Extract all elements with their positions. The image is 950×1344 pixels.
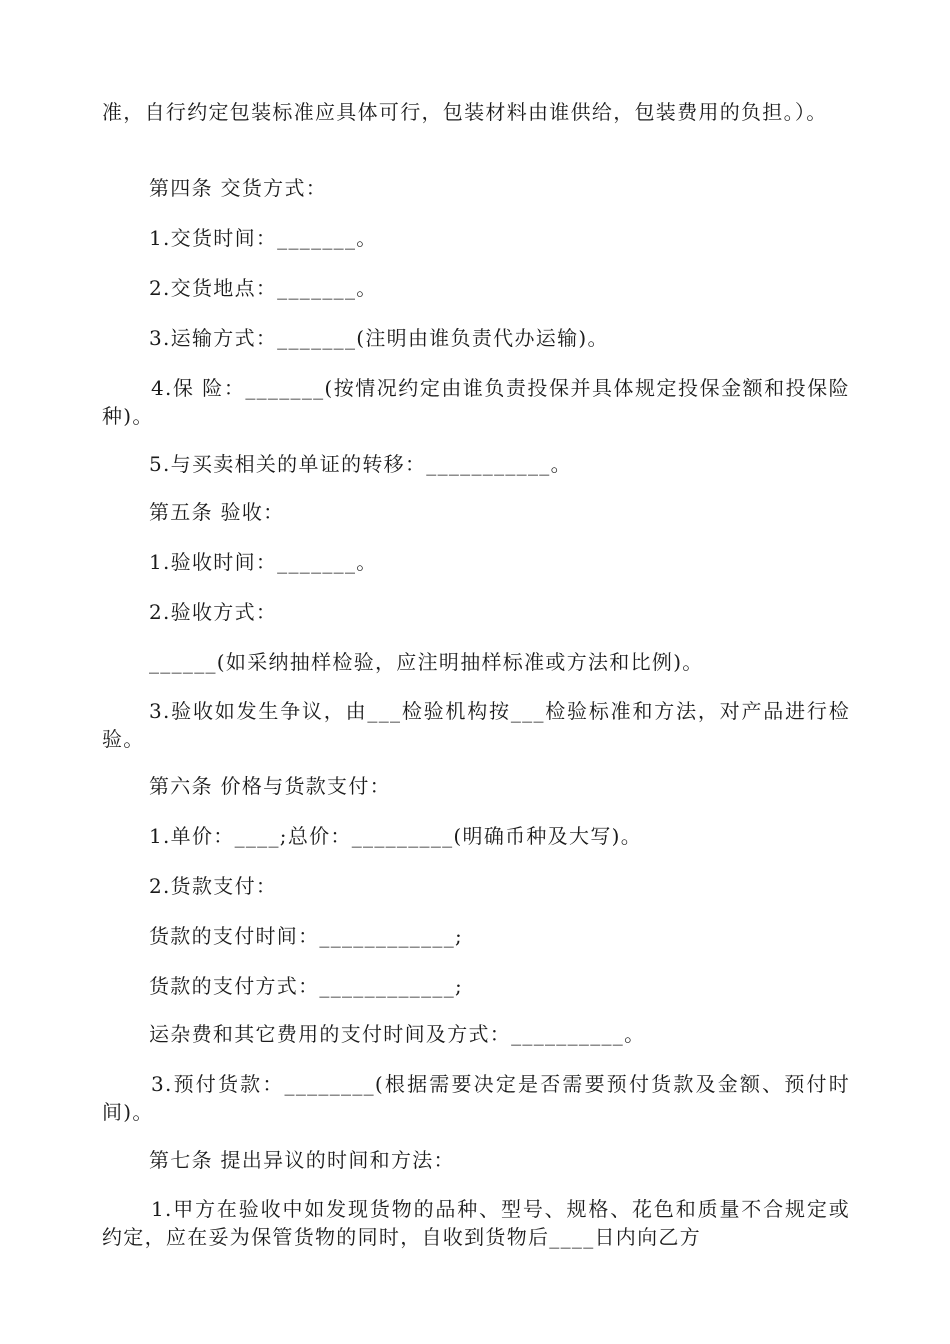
item-inspection-time: 1.验收时间：_______。 xyxy=(149,550,378,574)
paragraph-packaging-continued: 准，自行约定包装标准应具体可行，包装材料由谁供给，包装费用的负担。）。 xyxy=(102,100,828,124)
item-objection-procedure: 1.甲方在验收中如发现货物的品种、型号、规格、花色和质量不合规定或约定，应在妥为保管货物的同时，自收到货物后____日内向乙方 xyxy=(102,1197,850,1249)
item-inspection-method: 2.验收方式： xyxy=(149,600,278,624)
item-sampling-note: ______(如采纳抽样检验，应注明抽样标准或方法和比例)。 xyxy=(149,650,704,674)
item-payment: 2.货款支付： xyxy=(149,874,278,898)
item-inspection-dispute: 3.验收如发生争议，由___检验机构按___检验标准和方法，对产品进行检验。 xyxy=(102,699,850,751)
item-insurance: 4.保 险：_______(按情况约定由谁负责投保并具体规定投保金额和投保险种)。 xyxy=(102,376,850,428)
heading-article-5: 第五条 验收： xyxy=(149,500,285,524)
item-freight-payment: 运杂费和其它费用的支付时间及方式：__________。 xyxy=(149,1022,646,1046)
item-delivery-place: 2.交货地点：_______。 xyxy=(149,276,378,300)
item-prepayment: 3.预付货款：________(根据需要决定是否需要预付货款及金额、预付时间)。 xyxy=(102,1072,850,1124)
item-transport-method: 3.运输方式：_______(注明由谁负责代办运输)。 xyxy=(149,326,609,350)
heading-article-7: 第七条 提出异议的时间和方法： xyxy=(149,1148,455,1172)
item-document-transfer: 5.与买卖相关的单证的转移：___________。 xyxy=(149,452,572,476)
item-price: 1.单价：____;总价：_________(明确币种及大写)。 xyxy=(149,824,643,848)
heading-article-6: 第六条 价格与货款支付： xyxy=(149,774,391,798)
heading-article-4: 第四条 交货方式： xyxy=(149,176,328,200)
item-payment-method: 货款的支付方式：____________; xyxy=(149,974,464,998)
item-payment-time: 货款的支付时间：____________; xyxy=(149,924,464,948)
item-delivery-time: 1.交货时间：_______。 xyxy=(149,226,378,250)
